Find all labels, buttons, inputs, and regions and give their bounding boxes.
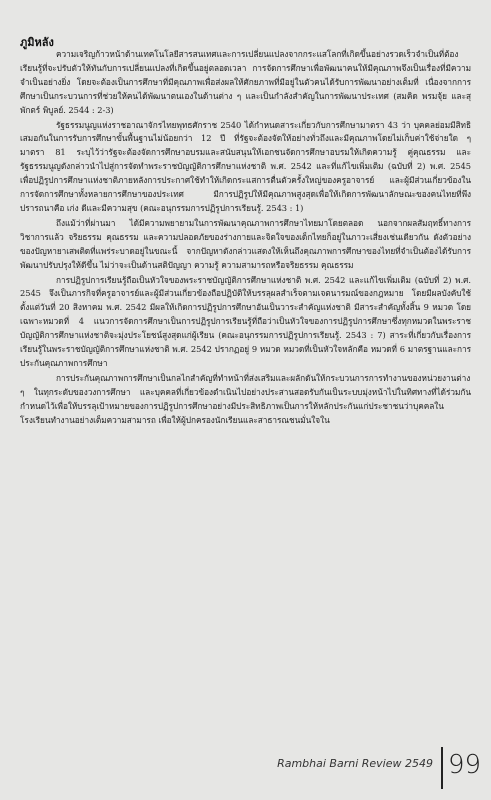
journal-title: Rambhai Barni Review 2549	[277, 757, 433, 770]
paragraph-1: ความเจริญก้าวหน้าด้านเทคโนโลยีสารสนเทศและการเปลี่ยนแปลงจากกระแสโลกที่เกิดขึ้นอย่างรวดเร็วจำเป็นที่ต้องเรียนรู้ที่จะปรับตัวให้ทันกับการเปลี่ยนแปลงที่เกิดขึ้นอยู่ตลอดเวลา การจัดการศึกษาเพื่อพัฒนาคนให้มีคุณภาพจึงเป็นเรื่องที่มีความจำเป็นอย่างยิ่ง โดยจะต้องเป็นการศึกษาที่มีคุณภาพเพื่อส่งผลให้ศักยภาพที่มีอยู่ในตัวคนได้รับการพัฒนาอย่างเต็มที่ เนื่องจากการศึกษาเป็นกระบวนการที่ช่วยให้คนได้พัฒนาตนเองในด้านต่าง ๆ และเป็นกำลังสำคัญในการพัฒนาประเทศ (สมคิด พรมจุ้ย และสุพักตร์ พิบูลย์. 2544 : 2-3)	[20, 49, 471, 115]
body-text	[20, 48, 471, 427]
paragraph-4: การปฏิรูปการเรียนรู้ถือเป็นหัวใจของพระราชบัญญัติการศึกษาแห่งชาติ พ.ศ. 2542 และแก้ไขเพิ่มเติม (ฉบับที่ 2) พ.ศ. 2545 จึงเป็นภารกิจที่ครูอาจารย์และผู้มีส่วนเกี่ยวข้องถือปฏิบัติให้บรรลุผลสำเร็จตามเจตนารมณ์ของกฎหมาย โดยมีผลบังคับใช้ตั้งแต่วันที่ 20 สิงหาคม พ.ศ. 2542 มีผลให้เกิดการปฏิรูปการศึกษาอันเป็นวาระสำคัญแห่งชาติ มีสาระสำคัญทั้งสิ้น 9 หมวด โดยเฉพาะหมวดที่ 4 แนวการจัดการศึกษาเป็นการปฏิรูปการเรียนรู้ที่ถือว่าเป็นหัวใจของการปฏิรูปการศึกษาซึ่งทุกหมวดในพระราชบัญญัติการศึกษาแห่งชาติจะมุ่งประโยชน์สูงสุดแก่ผู้เรียน (คณะอนุกรรมการปฏิรูปการเรียนรู้. 2543 : 7) สาระที่เกี่ยวกับเรื่องการเรียนรู้ในพระราชบัญญัติการศึกษาแห่งชาติ พ.ศ. 2542 ปรากฏอยู่ 9 หมวด หมวดที่เป็นหัวใจหลักคือ หมวดที่ 6 มาตรฐานและการประกันคุณภาพการศึกษา	[20, 274, 471, 368]
paragraph-5: การประกันคุณภาพการศึกษาเป็นกลไกสำคัญที่ทำหน้าที่ส่งเสริมและผลักดันให้กระบวนการการทำงานของหน่วยงานต่าง ๆ ในทุกระดับของวงการศึกษา และบุคคลที่เกี่ยวข้องดำเนินไปอย่างประสานสอดรับกันเป็นระบบมุ่งหน้าไปในทิศทางที่ได้ร่วมกันกำหนดไว้เพื่อให้บรรลุเป้าหมายของการปฏิรูปการศึกษาอย่างมีประสิทธิภาพเป็นการให้หลักประกันแก่ประชาชนว่าบุคคลในโรงเรียนทำงานอย่างเต็มความสามารถ เพื่อให้ผู้ปกครองนักเรียนและสาธารณชนมั่นใจใน	[20, 372, 471, 425]
paragraph-2: รัฐธรรมนูญแห่งราชอาณาจักรไทยพุทธศักราช 2540 ได้กำหนดสาระเกี่ยวกับการศึกษามาตรา 43 ว่า บุคคลย่อมมีสิทธิเสมอกันในการรับการศึกษาขั้นพื้นฐานไม่น้อยกว่า 12 ปี ที่รัฐจะต้องจัดให้อย่างทั่วถึงและมีคุณภาพโดยไม่เก็บค่าใช้จ่ายใด ๆ มาตรา 81 ระบุไว้ว่ารัฐจะต้องจัดการศึกษาอบรมและสนับสนุนให้เอกชนจัดการศึกษาอบรมให้เกิดความรู้ คู่คุณธรรม และรัฐธรรมนูญดังกล่าวนำไปสู่การจัดทำพระราชบัญญัติการศึกษาแห่งชาติ พ.ศ. 2542 และที่แก้ไขเพิ่มเติม (ฉบับที่ 2) พ.ศ. 2545 เพื่อปฏิรูปการศึกษาแห่งชาติภายหลังการประกาศใช้ทำให้เกิดกระแสการตื่นตัวครั้งใหญ่ของครูอาจารย์ และผู้มีส่วนเกี่ยวข้องในการจัดการศึกษาทั้งหลายการศึกษาของประเทศ มีการปฏิรูปให้มีคุณภาพสูงสุดเพื่อให้เกิดการพัฒนาลักษณะของคนไทยที่พึงปรารถนาคือ เก่ง ดีและมีความสุข (คณะอนุกรรมการปฏิรูปการเรียนรู้. 2543 : 1)	[20, 119, 471, 213]
paragraph-3: ถึงแม้ว่าที่ผ่านมา ได้มีความพยายามในการพัฒนาคุณภาพการศึกษาไทยมาโดยตลอด นอกจากผลสัมฤทธิ์ทางการวิชาการแล้ว จริยธรรม คุณธรรม และความปลอดภัยของร่างกายและจิตใจของเด็กไทยก็อยู่ในภาวะเสี่ยงเช่นเดียวกัน ดังตัวอย่างของปัญหายาเสพติดที่แพร่ระบาดอยู่ในขณะนี้ จากปัญหาดังกล่าวแสดงให้เห็นถึงคุณภาพการศึกษาของไทยที่จำเป็นต้องได้รับการพัฒนาปรับปรุงให้ดีขึ้น ไม่ว่าจะเป็นด้านสติปัญญา ความรู้ ความสามารถหรือจริยธรรม คุณธรรม	[20, 217, 471, 270]
page-footer	[0, 747, 491, 792]
section-heading: ภูมิหลัง	[20, 36, 54, 49]
footer-divider	[441, 747, 443, 789]
page-number: 99	[448, 750, 482, 780]
